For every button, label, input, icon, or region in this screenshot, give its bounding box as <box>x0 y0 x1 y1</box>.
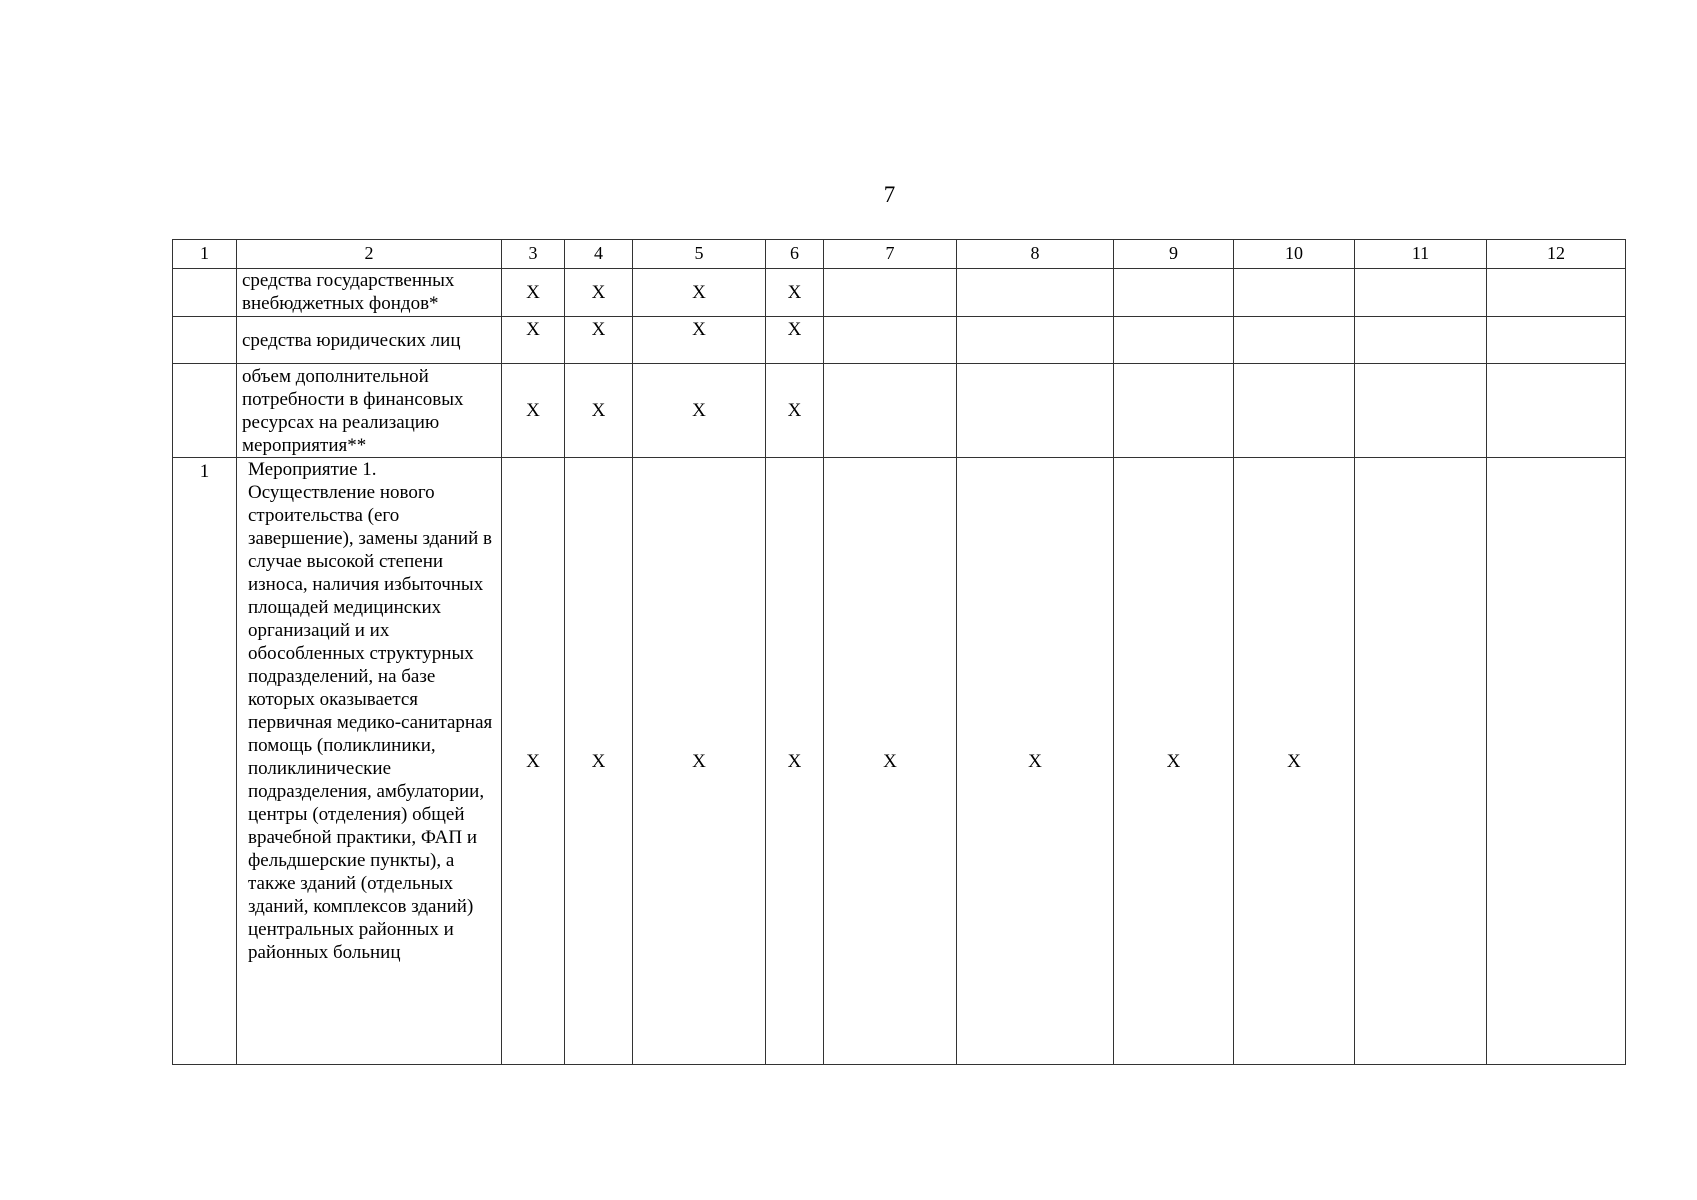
mark-cell <box>1234 364 1355 458</box>
row-number-cell <box>173 269 237 317</box>
header-cell: 11 <box>1355 240 1487 269</box>
data-table <box>172 239 1626 1065</box>
mark-cell: X <box>1234 458 1355 1065</box>
mark-cell <box>1487 458 1626 1065</box>
row-number-cell <box>173 317 237 364</box>
mark-cell <box>1355 458 1487 1065</box>
mark-cell: X <box>1114 458 1234 1065</box>
header-cell: 9 <box>1114 240 1234 269</box>
mark-cell: X <box>957 458 1114 1065</box>
row-number-cell <box>173 364 237 458</box>
mark-cell <box>1114 364 1234 458</box>
mark-cell <box>824 317 957 364</box>
row-description-cell: объем дополнительной потребности в финансовых ресурсах на реализацию мероприятия** <box>237 364 502 458</box>
mark-cell: X <box>766 269 824 317</box>
header-cell: 12 <box>1487 240 1626 269</box>
header-cell: 8 <box>957 240 1114 269</box>
table-row <box>173 458 1626 1065</box>
mark-cell <box>957 317 1114 364</box>
header-cell: 5 <box>633 240 766 269</box>
mark-cell: X <box>633 364 766 458</box>
mark-cell: X <box>633 458 766 1065</box>
mark-cell: X <box>565 364 633 458</box>
header-cell: 7 <box>824 240 957 269</box>
mark-cell <box>1234 317 1355 364</box>
header-cell: 2 <box>237 240 502 269</box>
row-description-cell: средства юридических лиц <box>237 317 502 364</box>
mark-cell <box>1487 269 1626 317</box>
mark-cell: X <box>633 269 766 317</box>
mark-cell: X <box>565 317 633 364</box>
mark-cell <box>824 364 957 458</box>
header-cell: 1 <box>173 240 237 269</box>
header-cell: 10 <box>1234 240 1355 269</box>
mark-cell <box>957 364 1114 458</box>
mark-cell <box>1114 269 1234 317</box>
header-cell: 4 <box>565 240 633 269</box>
mark-cell: X <box>633 317 766 364</box>
mark-cell: X <box>565 269 633 317</box>
mark-cell: X <box>824 458 957 1065</box>
page-number: 7 <box>883 182 896 207</box>
mark-cell <box>1114 317 1234 364</box>
row-description-cell: Мероприятие 1. Осуществление нового строительства (его завершение), замены зданий в случае высокой степени износа, наличия избыточных площадей медицинских организаций и их обособленных структурных подразделений, на базе которых оказывается первичная медико-санитарная помощь (поликлиники, поликлинические подразделения, амбулатории, центры (отделения) общей врачебной практики, ФАП и фельдшерские пункты), а также зданий (отдельных зданий, комплексов зданий) центральных районных и районных больниц <box>237 458 502 1065</box>
mark-cell: X <box>766 317 824 364</box>
mark-cell <box>1487 364 1626 458</box>
header-row <box>173 240 1626 269</box>
mark-cell <box>824 269 957 317</box>
mark-cell <box>1355 364 1487 458</box>
mark-cell <box>1355 269 1487 317</box>
mark-cell <box>957 269 1114 317</box>
mark-cell <box>1234 269 1355 317</box>
header-cell: 3 <box>502 240 565 269</box>
mark-cell: X <box>766 458 824 1065</box>
mark-cell: X <box>502 269 565 317</box>
table-row <box>173 364 1626 458</box>
table-row <box>173 269 1626 317</box>
row-description-cell: средства государственных внебюджетных фондов* <box>237 269 502 317</box>
mark-cell: X <box>766 364 824 458</box>
row-number-cell: 1 <box>173 458 237 1065</box>
mark-cell <box>1487 317 1626 364</box>
header-cell: 6 <box>766 240 824 269</box>
mark-cell <box>1355 317 1487 364</box>
mark-cell: X <box>502 317 565 364</box>
mark-cell: X <box>502 458 565 1065</box>
mark-cell: X <box>502 364 565 458</box>
table-row <box>173 317 1626 364</box>
mark-cell: X <box>565 458 633 1065</box>
